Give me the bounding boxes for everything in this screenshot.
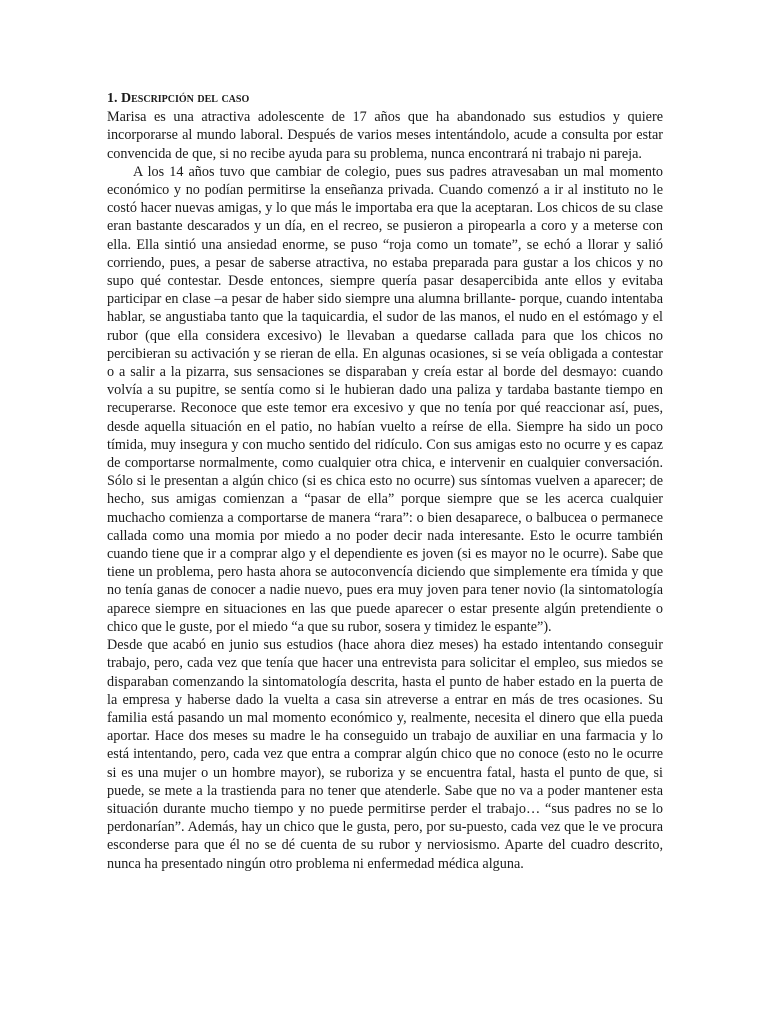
paragraph-intro: Marisa es una atractiva adolescente de 17 años que ha abandonado sus estudios y quiere incorporarse al mundo laboral. Después de varios meses intentándolo, acude a consulta por estar convencida de que, si no recibe ayuda para su problema, nunca encontrará ni trabajo ni pareja. (107, 109, 663, 162)
section-heading (107, 90, 663, 108)
section-title: Descripción del caso (121, 91, 250, 106)
document-page (107, 90, 663, 873)
paragraph-current: Desde que acabó en junio sus estudios (hace ahora diez meses) ha estado intentando conseguir trabajo, pero, cada vez que tenía que hacer una entrevista para solicitar el empleo, sus miedos se disparaban comenzando la sintomatología descrita, hasta el punto de haber estado en la puerta de la empresa y haberse dado la vuelta a casa sin atreverse a entrar en más de tres ocasiones. Su familia está pasando un mal momento económico y, realmente, necesita el dinero que ella pueda aportar. Hace dos meses su madre le ha conseguido un trabajo de auxiliar en una farmacia y lo está intentando, pero, cada vez que entra a comprar algún chico que no conoce (esto no le ocurre si es una mujer o un hombre mayor), se ruboriza y se encuentra fatal, hasta el punto de que, si puede, se mete a la trastienda para no tener que atenderle. Sabe que no va a poder mantener esta situación durante mucho tiempo y no puede permitirse perder el trabajo… “sus padres no se lo perdonarían”. Además, hay un chico que le gusta, pero, por su-puesto, cada vez que le ve procura esconderse para que él no se dé cuenta de su rubor y nerviosismo. Aparte del cuadro descrito, nunca ha presentado ningún otro problema ni enfermedad médica alguna. (107, 637, 663, 872)
paragraph-history: A los 14 años tuvo que cambiar de colegio, pues sus padres atravesaban un mal momento económico y no podían permitirse la enseñanza privada. Cuando comenzó a ir al instituto no le costó hacer nuevas amigas, y lo que más le importaba era que la aceptaran. Los chicos de su clase eran bastante descarados y un día, en el recreo, se pusieron a piropearla a coro y a meterse con ella. Ella sintió una ansiedad enorme, se puso “roja como un tomate”, se echó a llorar y salió corriendo, pues, a pesar de saberse atractiva, no estaba preparada para gustar a los chicos y no supo qué contestar. Desde entonces, siempre quería pasar desapercibida ante ellos y evitaba participar en clase –a pesar de haber sido siempre una alumna brillante- porque, cuando intentaba hablar, se angustiaba tanto que la taquicardia, el sudor de las manos, el nudo en el estómago y el rubor (que ella considera excesivo) le llevaban a quedarse callada para que los chicos no percibieran su activación y se rieran de ella. En algunas ocasiones, si se veía obligada a contestar o a salir a la pizarra, sus sensaciones se disparaban y creía estar al borde del desmayo: cuando volvía a su pupitre, se sentía como si le hubieran dado una paliza y tardaba bastante tiempo en recuperarse. Reconoce que este temor era excesivo y que no tenía por qué reaccionar así, pues, desde aquella situación en el patio, no habían vuelto a reírse de ella. Siempre ha sido un poco tímida, muy insegura y con mucho sentido del ridículo. Con sus amigas esto no ocurre y es capaz de comportarse normalmente, como cualquier otra chica, e intervenir en cualquier conversación. Sólo si le presentan a algún chico (si es chica esto no ocurre) sus síntomas vuelven a aparecer; de hecho, sus amigas comienzan a “pasar de ella” porque siempre que se les acerca cualquier muchacho comienza a comportarse de manera “rara”: o bien desaparece, o balbucea o permanece callada como una momia por miedo a no poder decir nada interesante. Esto le ocurre también cuando tiene que ir a comprar algo y el dependiente es joven (si es mayor no le ocurre). Sabe que tiene un problema, pero hasta ahora se autoconvencía diciendo que simplemente era tímida y que no tenía ganas de conocer a nadie nuevo, pues era muy joven para tener novio (la sintomatología aparece siempre en situaciones en las que puede aparecer o estar presente algún pretendiente o chico que le guste, por el miedo “a que su rubor, sosera y timidez le espante”). (107, 163, 663, 635)
section-number: 1. (107, 91, 118, 106)
